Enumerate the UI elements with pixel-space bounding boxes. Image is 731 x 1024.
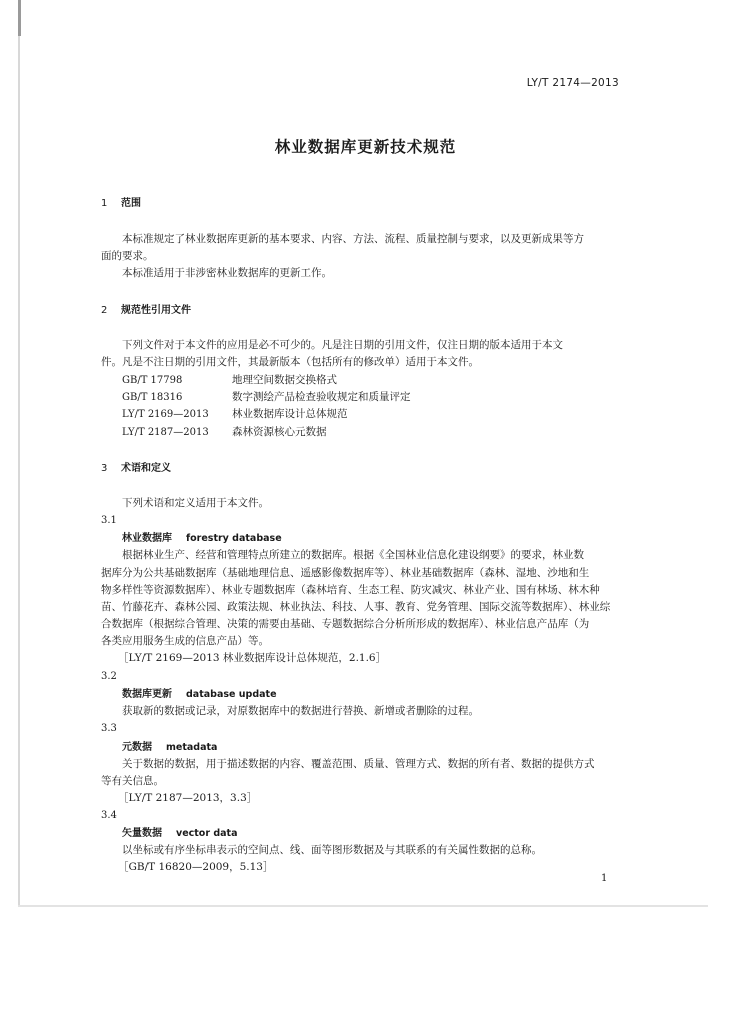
term-number: 3.3 (101, 723, 117, 734)
paragraph-line: 面的要求。 (101, 250, 154, 262)
term-source: ［GB/T 16820—2009，5.13］ (118, 861, 274, 873)
definition-line: 获取新的数据或记录，对原数据库中的数据进行替换、新增或者删除的过程。 (122, 705, 479, 717)
scan-edge (18, 36, 20, 906)
page-number: 1 (601, 873, 608, 884)
definition-line: 合数据库（根据综合管理、决策的需要由基础、专题数据综合分析所形成的数据库）、林业信息产品库（为 (101, 618, 590, 630)
definition-line: 据库分为公共基础数据库（基础地理信息、遥感影像数据库等）、林业基础数据库（森林、湿地、沙地和生 (101, 567, 590, 579)
paragraph-line: 下列术语和定义适用于本文件。 (122, 497, 269, 509)
paragraph-line: 本标准适用于非涉密林业数据库的更新工作。 (122, 267, 332, 279)
definition-line: 关于数据的数据，用于描述数据的内容、覆盖范围、质量、管理方式、数据的所有者、数据的提供方式 (122, 758, 595, 770)
standard-number: LY/T 2174—2013 (526, 77, 619, 89)
term-number: 3.1 (101, 515, 117, 526)
scan-edge (18, 0, 21, 36)
term-source: ［LY/T 2187—2013，3.3］ (118, 792, 258, 804)
definition-line: 苗、竹藤花卉、森林公园、政策法规、林业执法、科技、人事、教育、党务管理、国际交流等数据库）、林业综 (101, 601, 611, 613)
reference-item: LY/T 2187—2013 森林资源核心元数据 (122, 426, 327, 438)
section-heading: 3 术语和定义 (101, 463, 171, 474)
definition-line: 根据林业生产、经营和管理特点所建立的数据库。根据《全国林业信息化建设纲要》的要求，林业数 (122, 549, 584, 561)
term-number: 3.4 (101, 810, 117, 821)
definition-line: 等有关信息。 (101, 775, 164, 787)
document-title: 林业数据库更新技术规范 (274, 138, 457, 156)
paragraph-line: 件。凡是不注日期的引用文件，其最新版本（包括所有的修改单）适用于本文件。 (101, 356, 479, 368)
scan-edge (18, 905, 708, 907)
term-heading: 元数据 metadata (122, 742, 218, 753)
paragraph-line: 下列文件对于本文件的应用是必不可少的。凡是注日期的引用文件，仅注日期的版本适用于本文 (122, 339, 563, 351)
definition-line: 物多样性等资源数据库）、林业专题数据库（森林培育、生态工程、防灾减灾、林业产业、国有林场、林木种 (101, 584, 600, 596)
definition-line: 各类应用服务生成的信息产品）等。 (101, 635, 269, 647)
section-heading: 2 规范性引用文件 (101, 305, 191, 316)
definition-line: 以坐标或有序坐标串表示的空间点、线、面等图形数据及与其联系的有关属性数据的总称。 (122, 844, 542, 856)
term-heading: 林业数据库 forestry database (122, 533, 282, 544)
paragraph-line: 本标准规定了林业数据库更新的基本要求、内容、方法、流程、质量控制与要求，以及更新成果等方 (122, 233, 584, 245)
term-source: ［LY/T 2169—2013 林业数据库设计总体规范，2.1.6］ (118, 652, 387, 664)
term-heading: 矢量数据 vector data (122, 828, 238, 839)
reference-item: GB/T 17798 地理空间数据交换格式 (122, 374, 337, 386)
term-number: 3.2 (101, 671, 117, 682)
section-heading: 1 范围 (101, 198, 141, 209)
term-heading: 数据库更新 database update (122, 689, 277, 700)
reference-item: LY/T 2169—2013 林业数据库设计总体规范 (122, 408, 348, 420)
reference-item: GB/T 18316 数字测绘产品检查验收规定和质量评定 (122, 391, 411, 403)
